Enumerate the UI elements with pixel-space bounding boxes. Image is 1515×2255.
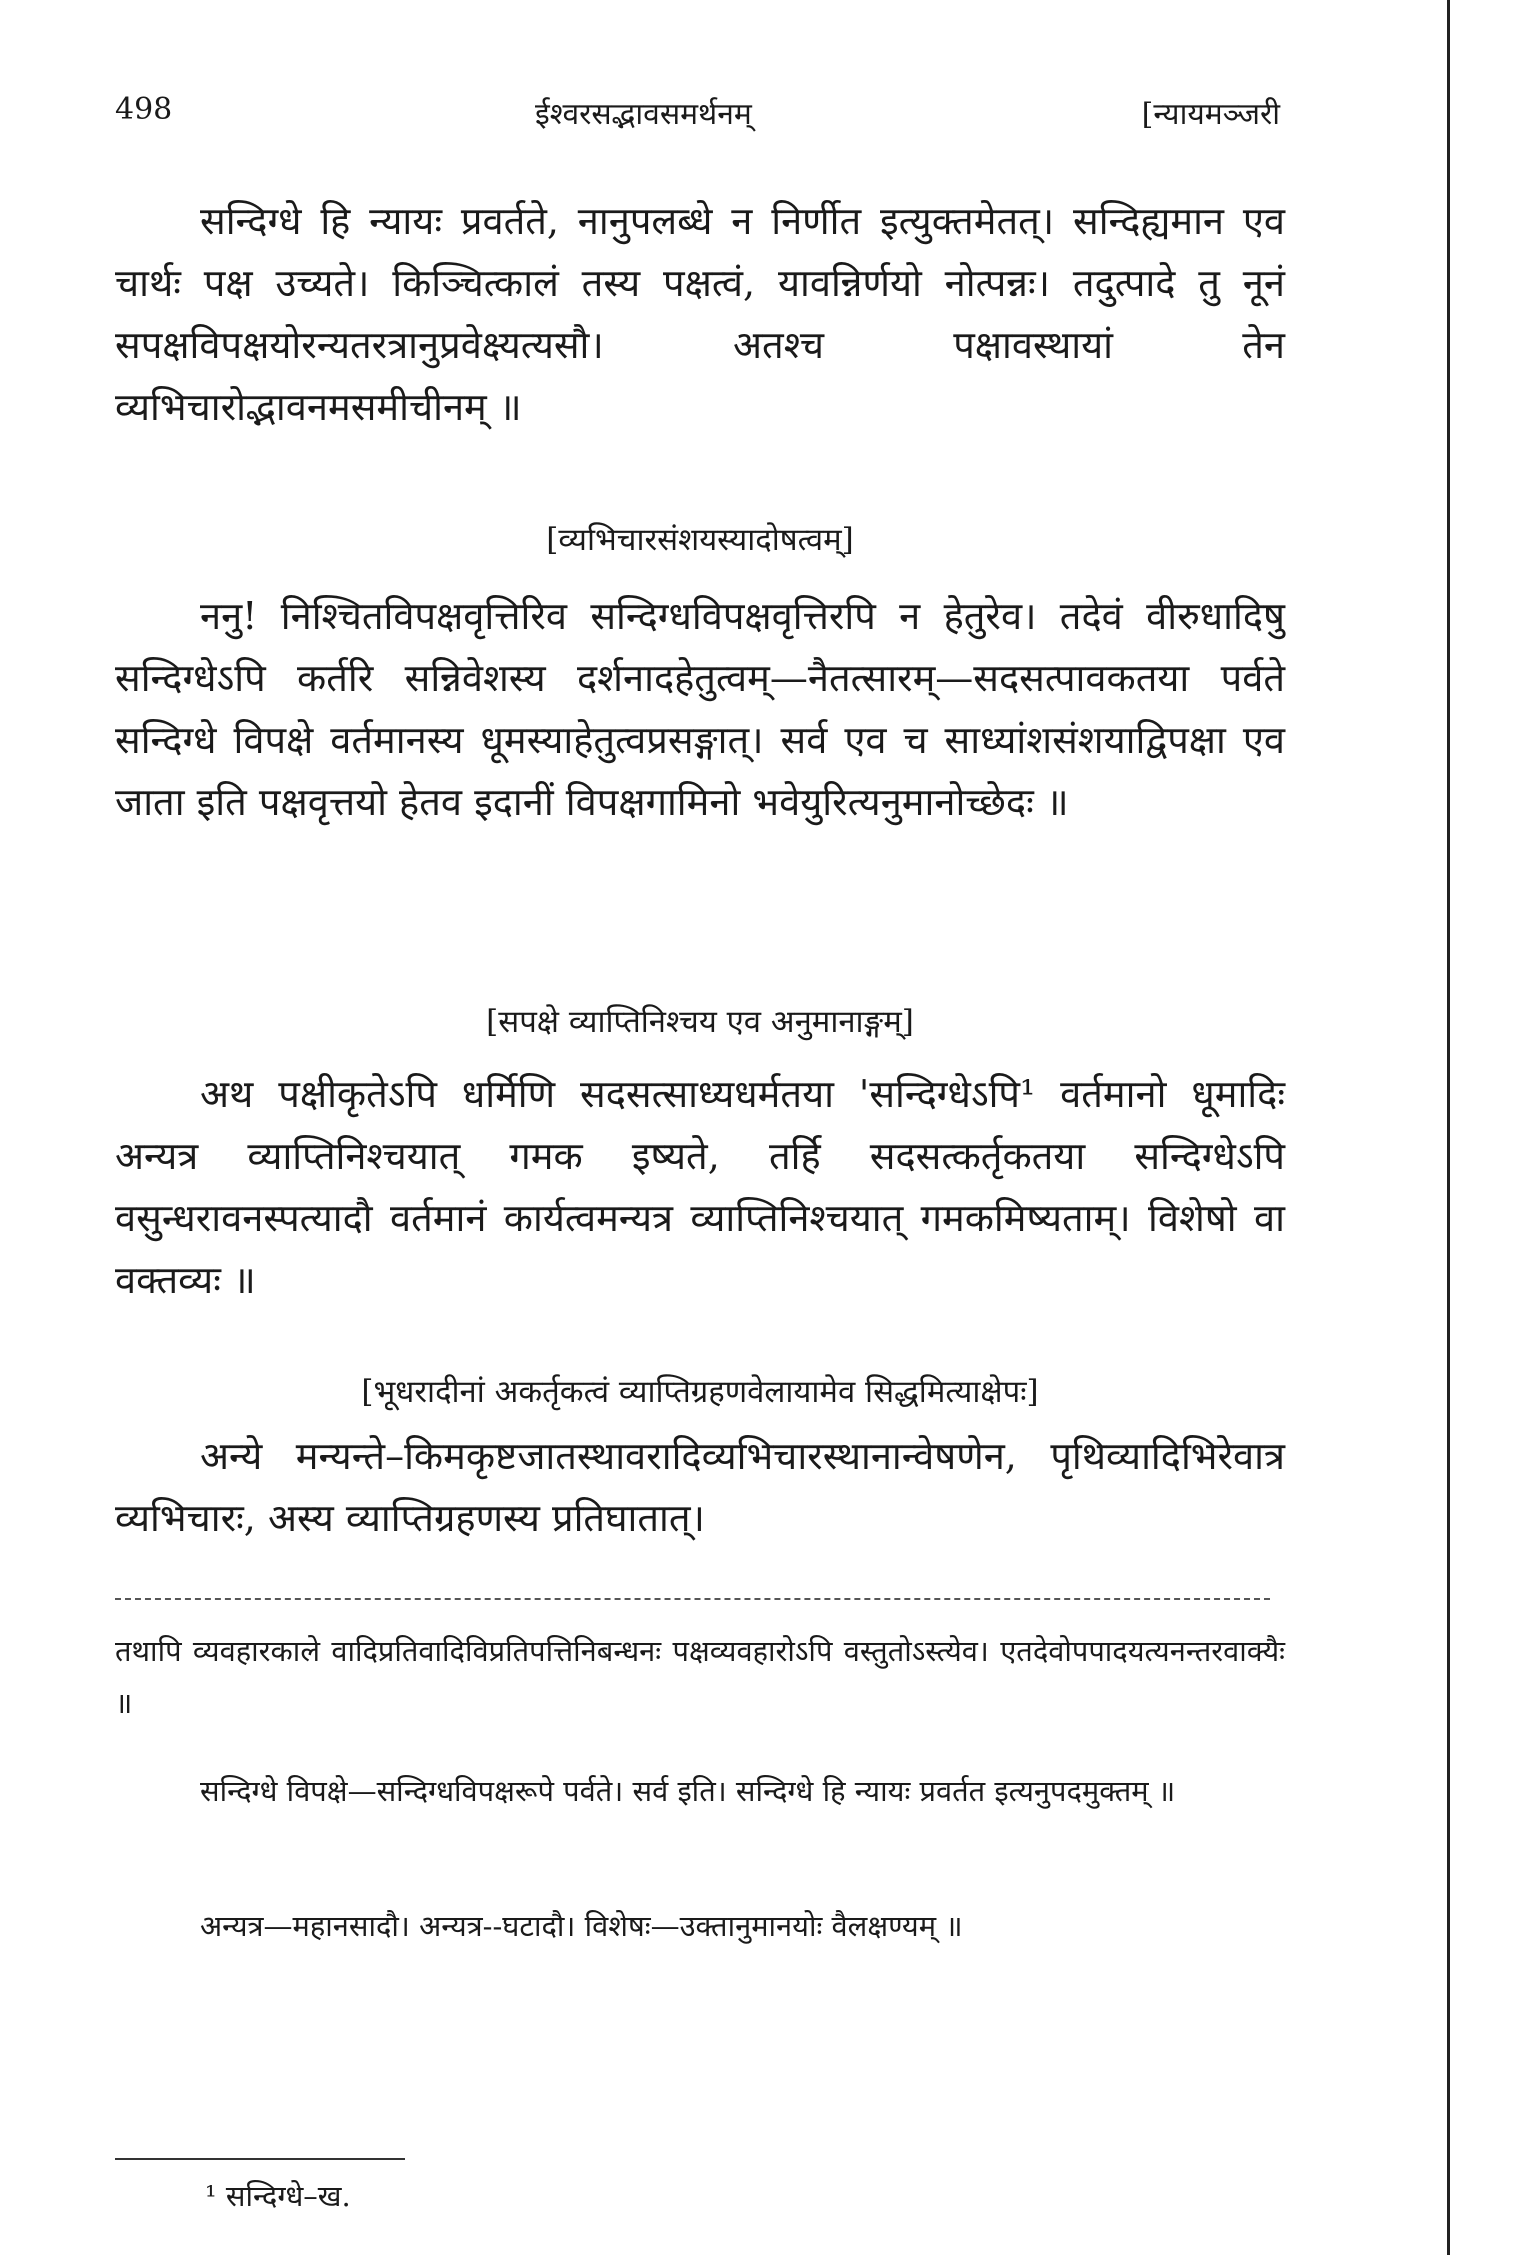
footnote-separator: [115, 2158, 405, 2160]
page-header: [115, 92, 1280, 138]
subheading-1: [व्यभिचारसंशयस्यादोषत्वम्]: [546, 522, 854, 558]
commentary-separator: [115, 1598, 1270, 1600]
running-title: ईश्वरसद्भावसमर्थनम्: [535, 97, 752, 132]
footnote: ¹ सन्दिग्धे–ख.: [205, 2179, 351, 2213]
commentary-1: तथापि व्यवहारकाले वादिप्रतिवादिविप्रतिपत्तिनिबन्धनः पक्षव्यवहारोऽपि वस्तुतोऽस्त्येव। एतदेवोपपादयत्यनन्तरवाक्यैः ॥: [115, 1634, 1285, 1720]
commentary-3: अन्यत्र—महानसादौ। अन्यत्र--घटादौ। विशेषः—उक्तानुमानयोः वैलक्षण्यम् ॥: [200, 1909, 963, 1943]
subheading-2: [सपक्षे व्याप्तिनिश्चय एव अनुमानाङ्गम्]: [486, 1004, 914, 1040]
binding-edge-line: [1447, 0, 1450, 2255]
paragraph-1: सन्दिग्धे हि न्यायः प्रवर्तते, नानुपलब्धे न निर्णीत इत्युक्तमेतत्। सन्दिह्यमान एव चार्थः पक्ष उच्यते। किञ्चित्कालं तस्य पक्षत्वं, यावन्निर्णयो नोत्पन्नः। तदुत्पादे तु नूनं सपक्षविपक्षयोरन्यतरत्रानुप्रवेक्ष्यत्यसौ। अतश्च पक्षावस्थायां तेन व्यभिचारोद्भावनमसमीचीनम् ॥: [115, 199, 1285, 429]
paragraph-4: अन्ये मन्यन्ते–किमकृष्टजातस्थावरादिव्यभिचारस्थानान्वेषणेन, पृथिव्यादिभिरेवात्र व्यभिचारः, अस्य व्याप्तिग्रहणस्य प्रतिघातात्।: [115, 1434, 1285, 1540]
paragraph-3: अथ पक्षीकृतेऽपि धर्मिणि सदसत्साध्यधर्मतया 'सन्दिग्धेऽपि¹ वर्तमानो धूमादिः अन्यत्र व्याप्तिनिश्चयात् गमक इष्यते, तर्हि सदसत्कर्तृकतया सन्दिग्धेऽपि वसुन्धरावनस्पत्यादौ वर्तमानं कार्यत्वमन्यत्र व्याप्तिनिश्चयात् गमकमिष्यताम्। विशेषो वा वक्तव्यः ॥: [115, 1072, 1285, 1302]
paragraph-2: ननु! निश्चितविपक्षवृत्तिरिव सन्दिग्धविपक्षवृत्तिरपि न हेतुरेव। तदेवं वीरुधादिषु सन्दिग्धेऽपि कर्तरि सन्निवेशस्य दर्शनादहेतुत्वम्—नैतत्सारम्—सदसत्पावकतया पर्वते सन्दिग्धे विपक्षे वर्तमानस्य धूमस्याहेतुत्वप्रसङ्गात्। सर्व एव च साध्यांशसंशयाद्विपक्षा एव जाता इति पक्षवृत्तयो हेतव इदानीं विपक्षगामिनो भवेयुरित्यनुमानोच्छेदः ॥: [115, 594, 1285, 824]
subheading-3: [भूधरादीनां अकर्तृकत्वं व्याप्तिग्रहणवेलायामेव सिद्धमित्याक्षेपः]: [361, 1374, 1039, 1410]
commentary-2: सन्दिग्धे विपक्षे—सन्दिग्धविपक्षरूपे पर्वते। सर्व इति। सन्दिग्धे हि न्यायः प्रवर्तत इत्यनुपदमुक्तम् ॥: [200, 1774, 1176, 1808]
page-number: 498: [115, 92, 173, 127]
section-title: [न्यायमञ्जरी: [1141, 97, 1280, 132]
